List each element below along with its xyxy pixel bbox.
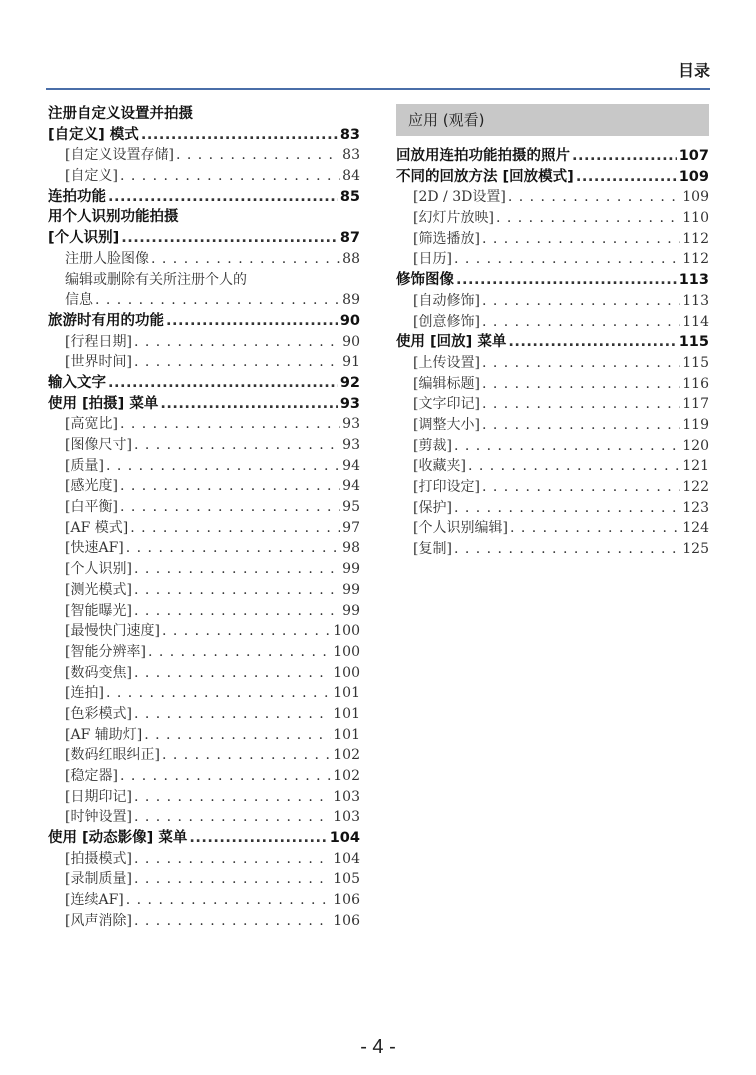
dot-leader xyxy=(108,373,338,394)
toc-entry-title: [AF 辅助灯] xyxy=(65,726,143,743)
dot-leader xyxy=(496,208,680,229)
toc-entry[interactable] xyxy=(48,414,360,435)
toc-entry-page: 93 xyxy=(342,416,360,433)
dot-leader xyxy=(120,476,340,497)
toc-entry-page: 93 xyxy=(342,437,360,453)
toc-entry-page: 100 xyxy=(333,643,360,660)
toc-entry-title: [编辑标题] xyxy=(413,375,480,392)
dot-leader xyxy=(134,869,331,890)
dot-leader xyxy=(162,621,331,642)
toc-entry-title: 不同的回放方法 [回放模式] xyxy=(396,168,574,185)
toc-entry-title: [智能分辨率] xyxy=(65,643,146,660)
toc-entry-title: [录制质量] xyxy=(65,871,132,888)
toc-entry xyxy=(48,270,360,291)
toc-entry-page: 101 xyxy=(333,685,360,702)
toc-entry[interactable] xyxy=(396,353,709,374)
toc-entry-title: 注册自定义设置并拍摄 xyxy=(48,106,193,122)
toc-right-column xyxy=(396,104,709,560)
toc-entry-title: 使用 [动态影像] 菜单 xyxy=(48,830,188,847)
toc-entry[interactable] xyxy=(48,476,360,497)
header-divider xyxy=(46,88,710,90)
toc-entry-page: 122 xyxy=(682,479,709,495)
toc-left-column xyxy=(48,104,360,932)
toc-entry-title: [连续AF] xyxy=(65,892,124,909)
toc-entry[interactable] xyxy=(48,311,360,332)
toc-entry[interactable] xyxy=(48,787,360,808)
dot-leader xyxy=(134,559,340,580)
toc-entry-page: 99 xyxy=(342,602,360,619)
dot-leader xyxy=(482,291,680,312)
toc-entry-page: 109 xyxy=(682,189,709,206)
toc-entry-title: 输入文字 xyxy=(48,374,106,391)
toc-entry-page: 112 xyxy=(682,251,709,268)
toc-entry-title: 使用 [拍摄] 菜单 xyxy=(48,395,159,412)
dot-leader xyxy=(130,518,340,539)
dot-leader xyxy=(176,145,340,166)
toc-entry[interactable] xyxy=(396,456,709,477)
dot-leader xyxy=(454,539,680,560)
dot-leader xyxy=(120,414,340,435)
toc-entry-title: 使用 [回放] 菜单 xyxy=(396,334,507,351)
toc-entry-title: [日历] xyxy=(413,251,452,268)
toc-entry[interactable] xyxy=(48,766,360,787)
dot-leader xyxy=(134,435,340,456)
toc-entry-page: 95 xyxy=(342,499,360,516)
dot-leader xyxy=(134,332,340,353)
toc-entry-title: [AF 模式] xyxy=(65,519,129,536)
toc-entry-page: 115 xyxy=(682,354,709,371)
dot-leader xyxy=(120,766,331,787)
toc-entry[interactable] xyxy=(48,518,360,539)
toc-entry-title: 回放用连拍功能拍摄的照片 xyxy=(396,148,570,164)
toc-entry[interactable] xyxy=(48,187,360,208)
toc-entry-title: [调整大小] xyxy=(413,416,480,433)
toc-entry[interactable] xyxy=(48,911,360,932)
toc-entry-title: [色彩模式] xyxy=(65,705,132,722)
dot-leader xyxy=(482,353,680,374)
toc-entry-page: 94 xyxy=(342,457,360,474)
dot-leader xyxy=(454,249,680,270)
toc-entry-title: [收藏夹] xyxy=(413,458,466,475)
dot-leader xyxy=(121,228,338,249)
toc-entry-page: 90 xyxy=(342,333,360,350)
dot-leader xyxy=(482,312,680,333)
dot-leader xyxy=(510,518,680,539)
dot-leader xyxy=(166,311,338,332)
toc-entry-title: [数码红眼纠正] xyxy=(65,747,160,764)
dot-leader xyxy=(106,456,340,477)
toc-entry[interactable] xyxy=(48,745,360,766)
dot-leader xyxy=(456,270,677,291)
toc-entry-title: [质量] xyxy=(65,457,104,474)
dot-leader xyxy=(134,580,340,601)
toc-entry-page: 85 xyxy=(339,188,360,205)
toc-entry[interactable] xyxy=(48,725,360,746)
toc-entry-title: [世界时间] xyxy=(65,354,132,371)
toc-entry-title: [数码变焦] xyxy=(65,664,132,681)
toc-entry[interactable] xyxy=(396,146,709,167)
toc-entry-title: [自定义] 模式 xyxy=(48,126,139,143)
toc-entry-page: 125 xyxy=(682,541,709,558)
toc-entry-title: 修饰图像 xyxy=(396,272,454,289)
toc-entry-title: [高宽比] xyxy=(65,416,118,433)
toc-entry-page: 103 xyxy=(333,809,360,826)
toc-entry-title: [文字印记] xyxy=(413,396,480,413)
page-number: - 4 - xyxy=(360,1036,396,1058)
page-header-title: 目录 xyxy=(677,61,710,80)
toc-entry-title: [连拍] xyxy=(65,685,104,702)
toc-entry[interactable] xyxy=(48,125,360,146)
toc-entry-page: 101 xyxy=(333,726,360,743)
toc-entry-title: [个人识别] xyxy=(65,561,132,578)
toc-entry-page: 97 xyxy=(342,519,360,536)
toc-entry[interactable] xyxy=(48,373,360,394)
toc-entry[interactable] xyxy=(48,663,360,684)
dot-leader xyxy=(134,787,331,808)
toc-entry-title: [感光度] xyxy=(65,478,118,495)
toc-entry[interactable] xyxy=(48,332,360,353)
dot-leader xyxy=(482,477,680,498)
toc-entry-page: 99 xyxy=(342,581,360,598)
toc-entry[interactable] xyxy=(396,167,709,188)
dot-leader xyxy=(144,725,331,746)
dot-leader xyxy=(482,229,680,250)
dot-leader xyxy=(95,290,340,311)
toc-entry-title: 旅游时有用的功能 xyxy=(48,312,164,329)
toc-entry-page: 120 xyxy=(682,437,709,454)
toc-entry-title: 用个人识别功能拍摄 xyxy=(48,209,179,226)
toc-entry-page: 113 xyxy=(678,272,709,289)
toc-entry[interactable] xyxy=(48,166,360,187)
dot-leader xyxy=(189,828,327,849)
toc-entry-page: 89 xyxy=(342,292,360,309)
toc-entry-page: 93 xyxy=(339,395,360,412)
dot-leader xyxy=(108,187,338,208)
toc-entry[interactable] xyxy=(396,518,709,539)
dot-leader xyxy=(134,663,331,684)
dot-leader xyxy=(126,890,332,911)
dot-leader xyxy=(141,125,338,146)
toc-entry-page: 83 xyxy=(339,126,360,143)
toc-entry[interactable] xyxy=(48,704,360,725)
toc-entry-page: 112 xyxy=(682,230,709,247)
toc-entry[interactable] xyxy=(396,270,709,291)
dot-leader xyxy=(126,538,340,559)
toc-entry[interactable] xyxy=(396,312,709,333)
toc-entry[interactable] xyxy=(396,332,709,353)
toc-entry-title: [创意修饰] xyxy=(413,313,480,330)
dot-leader xyxy=(134,601,340,622)
dot-leader xyxy=(482,394,680,415)
toc-entry[interactable] xyxy=(48,601,360,622)
toc-entry-page: 103 xyxy=(333,788,360,805)
toc-entry[interactable] xyxy=(48,828,360,849)
toc-entry-title: [个人识别编辑] xyxy=(413,520,508,537)
toc-entry-title: [稳定器] xyxy=(65,768,118,784)
toc-entry[interactable] xyxy=(396,498,709,519)
toc-entry-title: [剪裁] xyxy=(413,437,452,454)
toc-entry[interactable] xyxy=(48,869,360,890)
toc-entry-page: 109 xyxy=(678,168,709,185)
toc-right-entries xyxy=(396,146,709,560)
dot-leader xyxy=(151,249,340,270)
toc-entry[interactable] xyxy=(48,580,360,601)
dot-leader xyxy=(134,352,340,373)
toc-entry-page: 92 xyxy=(339,374,360,391)
toc-entry-page: 90 xyxy=(339,312,360,329)
toc-entry[interactable] xyxy=(48,456,360,477)
toc-entry-title: [测光模式] xyxy=(65,581,132,598)
dot-leader xyxy=(120,497,340,518)
toc-entry[interactable] xyxy=(48,352,360,373)
toc-entry-page: 113 xyxy=(682,292,709,309)
toc-entry[interactable] xyxy=(48,849,360,870)
toc-entry[interactable] xyxy=(396,394,709,415)
dot-leader xyxy=(508,187,680,208)
toc-entry-page: 117 xyxy=(682,396,709,413)
dot-leader xyxy=(134,911,331,932)
toc-entry[interactable] xyxy=(396,539,709,560)
dot-leader xyxy=(134,849,331,870)
toc-entry-title: [幻灯片放映] xyxy=(413,210,494,227)
toc-entry-title: [自定义设置存储] xyxy=(65,147,174,164)
dot-leader xyxy=(576,167,677,188)
toc-entry-page: 91 xyxy=(342,354,360,371)
toc-entry-page: 106 xyxy=(333,892,360,909)
dot-leader xyxy=(454,498,680,519)
toc-entry xyxy=(48,104,360,125)
toc-entry-title: [自定义] xyxy=(65,168,118,185)
toc-entry[interactable] xyxy=(48,228,360,249)
toc-entry-title: [筛选播放] xyxy=(413,230,480,247)
toc-entry-title: [时钟设置] xyxy=(65,809,132,826)
toc-entry-title: [2D / 3D设置] xyxy=(413,189,506,206)
toc-entry-page: 87 xyxy=(339,230,360,247)
dot-leader xyxy=(482,415,680,436)
toc-entry-page: 119 xyxy=(682,416,709,433)
toc-entry[interactable] xyxy=(396,229,709,250)
toc-entry[interactable] xyxy=(48,642,360,663)
dot-leader xyxy=(468,456,680,477)
toc-entry-page: 110 xyxy=(682,210,709,227)
toc-entry-title: 连拍功能 xyxy=(48,188,106,205)
toc-entry-page: 94 xyxy=(342,478,360,495)
dot-leader xyxy=(572,146,677,167)
toc-entry-page: 106 xyxy=(333,912,360,929)
toc-entry[interactable] xyxy=(396,208,709,229)
toc-entry-page: 101 xyxy=(333,705,360,722)
toc-entry-page: 107 xyxy=(678,148,709,164)
toc-entry-title: [智能曝光] xyxy=(65,602,132,619)
toc-entry-page: 124 xyxy=(682,520,709,537)
toc-entry[interactable] xyxy=(48,435,360,456)
section-heading-playback: 应用 (观看) xyxy=(396,104,709,136)
toc-entry-title: [风声消除] xyxy=(65,912,132,929)
toc-entry[interactable] xyxy=(48,145,360,166)
toc-entry-title: [个人识别] xyxy=(48,230,120,247)
toc-entry-title: [行程日期] xyxy=(65,333,132,350)
dot-leader xyxy=(134,807,331,828)
toc-entry-title: [拍摄模式] xyxy=(65,850,132,867)
dot-leader xyxy=(120,166,340,187)
toc-entry-title: 注册人脸图像 xyxy=(65,250,149,267)
toc-entry-page: 100 xyxy=(333,664,360,681)
dot-leader xyxy=(106,683,331,704)
dot-leader xyxy=(162,745,331,766)
toc-entry[interactable] xyxy=(396,291,709,312)
toc-entry-page: 121 xyxy=(682,458,709,475)
toc-entry-page: 104 xyxy=(333,850,360,867)
toc-entry-page: 88 xyxy=(342,250,360,267)
toc-entry-title: [保护] xyxy=(413,499,452,516)
toc-entry-page: 84 xyxy=(342,168,360,185)
toc-entry[interactable] xyxy=(48,538,360,559)
toc-entry-title: [快速AF] xyxy=(65,540,124,557)
toc-entry[interactable] xyxy=(48,497,360,518)
dot-leader xyxy=(508,332,676,353)
toc-entry-page: 98 xyxy=(342,540,360,557)
toc-entry[interactable] xyxy=(48,807,360,828)
toc-entry-page: 114 xyxy=(682,313,709,330)
toc-entry[interactable] xyxy=(48,290,360,311)
dot-leader xyxy=(148,642,331,663)
toc-entry-title: [自动修饰] xyxy=(413,292,480,309)
toc-entry xyxy=(48,207,360,228)
toc-entry-title: [白平衡] xyxy=(65,499,118,516)
toc-entry-page: 102 xyxy=(333,768,360,784)
dot-leader xyxy=(482,374,680,395)
dot-leader xyxy=(454,436,680,457)
toc-entry-page: 102 xyxy=(333,747,360,764)
toc-entry[interactable] xyxy=(396,436,709,457)
dot-leader xyxy=(134,704,331,725)
toc-entry[interactable] xyxy=(396,415,709,436)
toc-entry[interactable] xyxy=(48,621,360,642)
toc-entry-title: [上传设置] xyxy=(413,354,480,371)
toc-entry[interactable] xyxy=(48,890,360,911)
toc-entry[interactable] xyxy=(396,249,709,270)
toc-entry-page: 105 xyxy=(333,871,360,888)
toc-entry-title: [最慢快门速度] xyxy=(65,623,160,640)
toc-entry-page: 104 xyxy=(329,830,360,847)
toc-entry-page: 100 xyxy=(333,623,360,640)
toc-entry-page: 115 xyxy=(678,334,709,351)
toc-entry[interactable] xyxy=(48,683,360,704)
toc-entry-title: [图像尺寸] xyxy=(65,437,132,453)
toc-entry-title: 编辑或删除有关所注册个人的 xyxy=(65,271,247,288)
toc-entry-title: 信息 xyxy=(65,292,93,309)
toc-entry[interactable] xyxy=(396,477,709,498)
toc-entry-title: [打印设定] xyxy=(413,479,480,495)
toc-entry[interactable] xyxy=(396,187,709,208)
dot-leader xyxy=(160,394,337,415)
toc-entry[interactable] xyxy=(48,559,360,580)
toc-entry[interactable] xyxy=(48,394,360,415)
toc-entry-title: [日期印记] xyxy=(65,788,132,805)
toc-entry[interactable] xyxy=(396,374,709,395)
toc-entry-page: 116 xyxy=(682,375,709,392)
toc-entry[interactable] xyxy=(48,249,360,270)
toc-entry-page: 99 xyxy=(342,561,360,578)
toc-entry-page: 123 xyxy=(682,499,709,516)
toc-entry-page: 83 xyxy=(342,147,360,164)
toc-entry-title: [复制] xyxy=(413,541,452,558)
